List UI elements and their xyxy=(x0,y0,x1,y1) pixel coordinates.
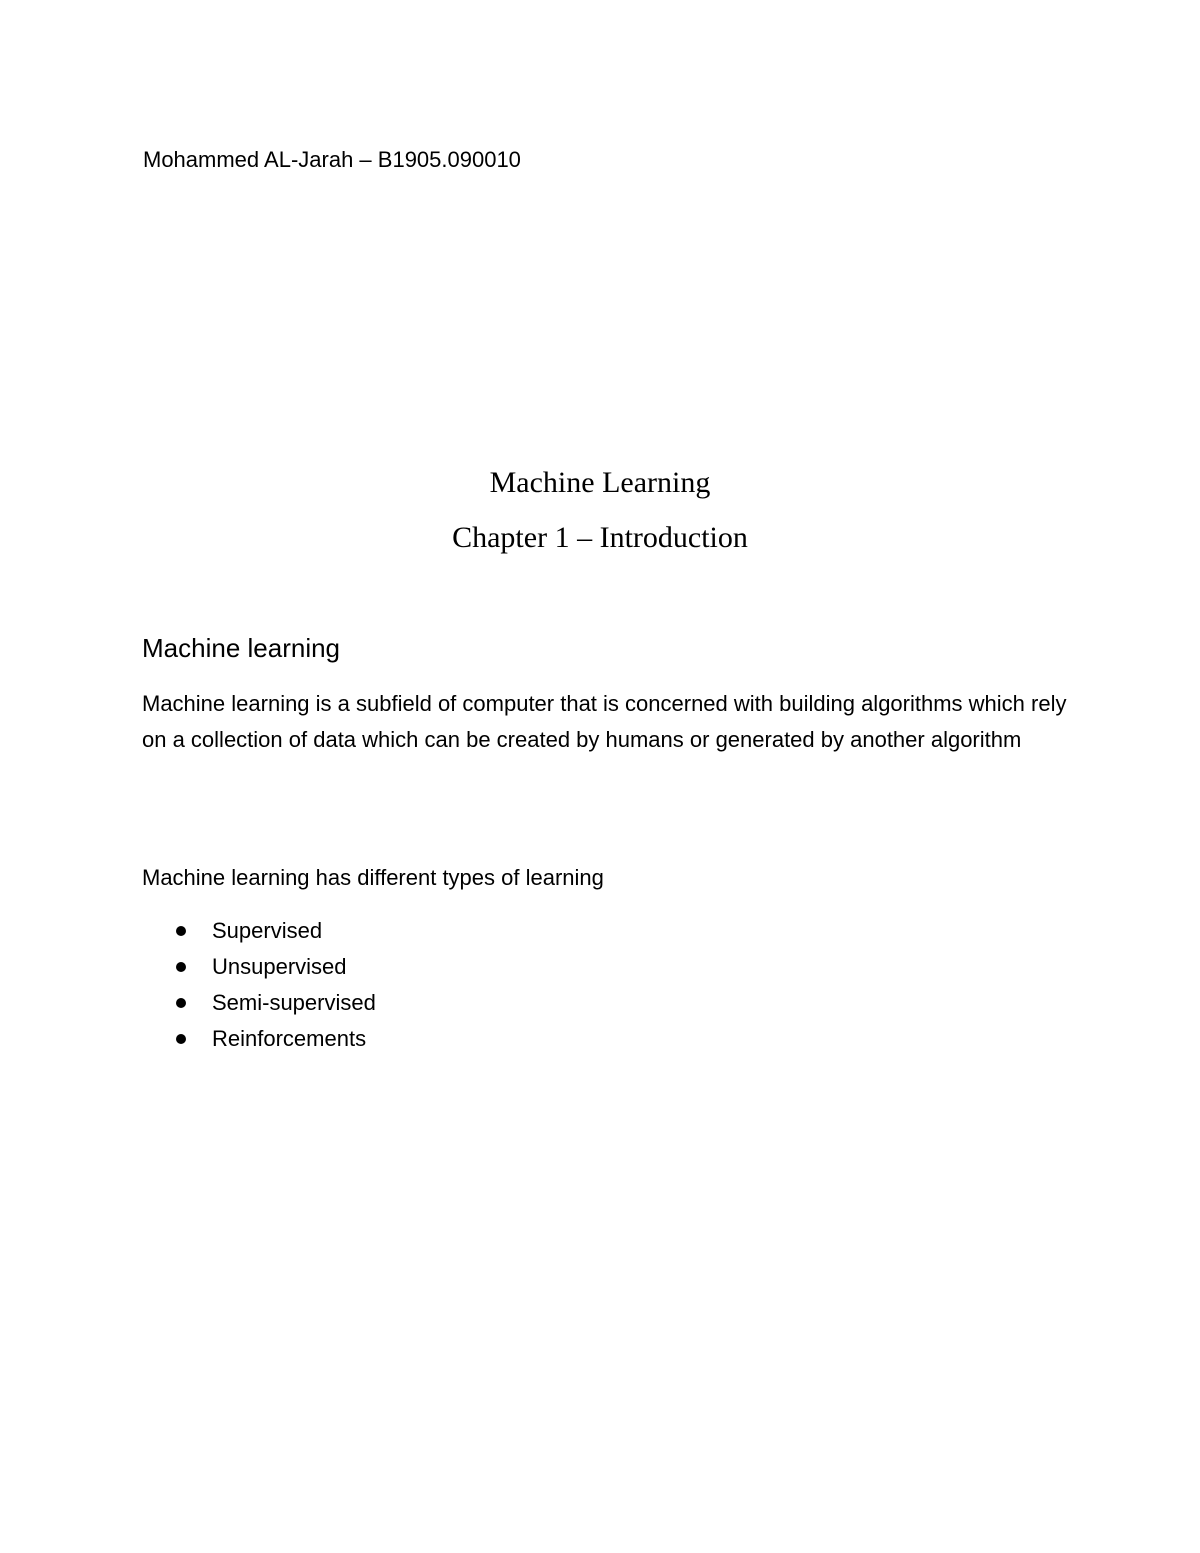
document-subtitle: Chapter 1 – Introduction xyxy=(452,521,748,554)
list-item-label: Supervised xyxy=(212,918,323,943)
list-item-label: Semi-supervised xyxy=(212,990,376,1015)
list-item xyxy=(170,1021,376,1057)
list-item xyxy=(170,949,376,985)
bullet-icon xyxy=(176,998,186,1008)
list-item xyxy=(170,913,376,949)
list-item-label: Reinforcements xyxy=(212,1026,367,1051)
bullet-icon xyxy=(176,1034,186,1044)
learning-types-list xyxy=(170,913,376,1057)
list-item xyxy=(170,985,376,1021)
section-heading: Machine learning xyxy=(142,633,341,663)
bullet-icon xyxy=(176,926,186,936)
author-line: Mohammed AL-Jarah – B1905.090010 xyxy=(143,147,521,172)
bullet-icon xyxy=(176,962,186,972)
types-intro-paragraph: Machine learning has different types of learning xyxy=(142,865,604,890)
list-item-label: Unsupervised xyxy=(212,954,347,979)
document-title: Machine Learning xyxy=(489,466,711,499)
definition-paragraph: Machine learning is a subfield of computer that is concerned with building algorithms which rely on a collection of data which can be created by humans or generated by another algorithm xyxy=(142,691,1067,752)
